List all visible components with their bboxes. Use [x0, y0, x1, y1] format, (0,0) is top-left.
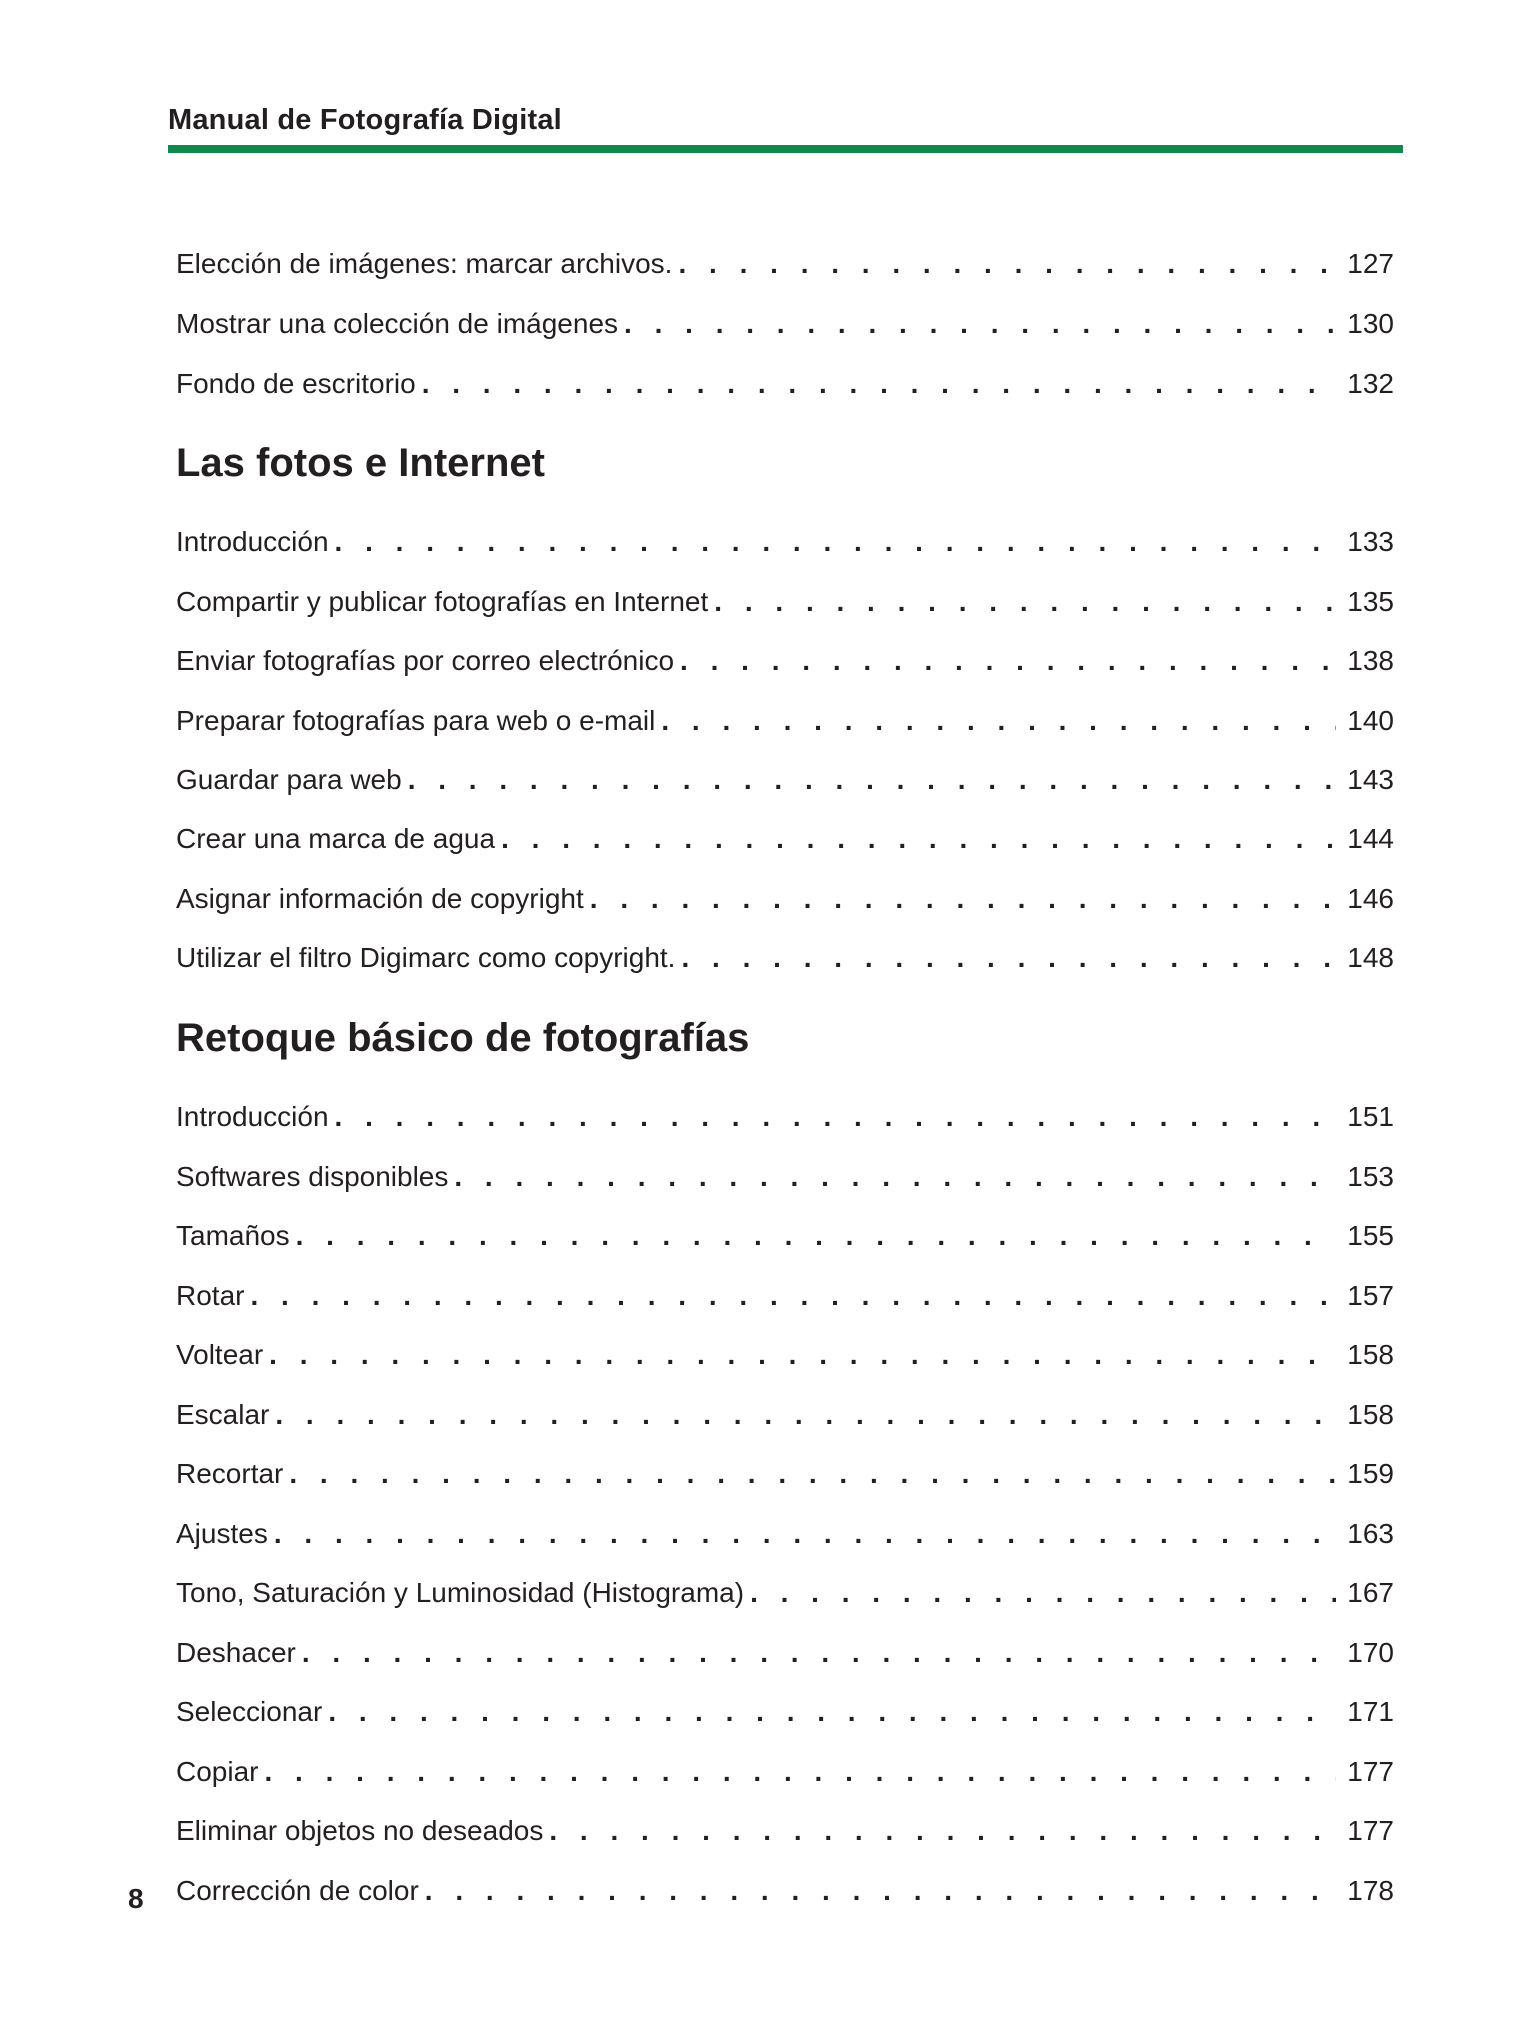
toc-entry-title: Mostrar una colección de imágenes [176, 308, 619, 339]
toc-entry [176, 1452, 1394, 1496]
toc-entry-title: Fondo de escritorio [176, 368, 416, 399]
toc-entry-page: 135 [1347, 586, 1394, 617]
toc-entry-page: 159 [1347, 1458, 1394, 1489]
toc-entry-title: Copiar [176, 1756, 259, 1787]
dot-leader [750, 1571, 1336, 1615]
toc-entry [176, 1631, 1394, 1675]
toc-entry [176, 758, 1394, 802]
dot-leader [269, 1333, 1336, 1377]
toc-entry-page: 148 [1347, 942, 1394, 973]
dot-leader [335, 520, 1336, 564]
toc-entry [176, 1809, 1394, 1853]
section-heading: Retoque básico de fotografías [176, 1016, 750, 1060]
toc-entry-page: 158 [1347, 1399, 1394, 1430]
toc-entry-page: 151 [1347, 1101, 1394, 1132]
toc-entry [176, 639, 1394, 683]
dot-leader [275, 1393, 1336, 1437]
toc-entry-title: Compartir y publicar fotografías en Internet [176, 586, 709, 617]
toc-entry [176, 1571, 1394, 1615]
toc-entry-page: 132 [1347, 368, 1394, 399]
toc-entry-title: Utilizar el filtro Digimarc como copyright. [176, 942, 676, 973]
toc-entry-page: 127 [1347, 248, 1394, 279]
dot-leader [328, 1690, 1336, 1734]
section-heading: Las fotos e Internet [176, 441, 545, 485]
toc-entry-title: Escalar [176, 1399, 270, 1430]
toc-entry-page: 130 [1347, 308, 1394, 339]
toc-entry [176, 936, 1394, 980]
toc-entry [176, 1393, 1394, 1437]
toc-entry-title: Tamaños [176, 1220, 290, 1251]
toc-entry-title: Softwares disponibles [176, 1161, 449, 1192]
toc-entry [176, 1512, 1394, 1556]
toc-entry-page: 146 [1347, 883, 1394, 914]
toc-entry [176, 580, 1394, 624]
toc-entry-page: 178 [1347, 1875, 1394, 1906]
toc-entry [176, 302, 1394, 346]
toc-entry-page: 133 [1347, 526, 1394, 557]
toc-entry-title: Voltear [176, 1339, 264, 1370]
toc-entry-title: Eliminar objetos no deseados [176, 1815, 544, 1846]
toc-entry-title: Rotar [176, 1280, 245, 1311]
dot-leader [335, 1095, 1336, 1139]
toc-entry [176, 520, 1394, 564]
toc-entry-title: Asignar información de copyright [176, 883, 584, 914]
dot-leader [264, 1750, 1336, 1794]
toc-entry-page: 177 [1347, 1756, 1394, 1787]
toc-entry [176, 362, 1394, 406]
toc-entry [176, 817, 1394, 861]
toc-entry [176, 1214, 1394, 1258]
toc-entry-page: 157 [1347, 1280, 1394, 1311]
toc-entry [176, 1155, 1394, 1199]
page-number: 8 [128, 1883, 144, 1914]
dot-leader [250, 1274, 1336, 1318]
toc-entry [176, 1274, 1394, 1318]
dot-leader [590, 877, 1336, 921]
toc-entry-title: Elección de imágenes: marcar archivos. [176, 248, 673, 279]
toc-entry [176, 877, 1394, 921]
dot-leader [274, 1512, 1336, 1556]
toc-entry-page: 167 [1347, 1577, 1394, 1608]
toc-entry-title: Guardar para web [176, 764, 402, 795]
toc-entry-page: 138 [1347, 645, 1394, 676]
toc-entry-page: 163 [1347, 1518, 1394, 1549]
dot-leader [714, 580, 1336, 624]
toc-entry-page: 153 [1347, 1161, 1394, 1192]
toc-entry-page: 143 [1347, 764, 1394, 795]
toc-entry-title: Enviar fotografías por correo electrónico [176, 645, 675, 676]
toc-entry-title: Ajustes [176, 1518, 268, 1549]
toc-entry-page: 171 [1347, 1696, 1394, 1727]
dot-leader [624, 302, 1336, 346]
dot-leader [681, 936, 1336, 980]
dot-leader [422, 362, 1336, 406]
toc-entry-page: 158 [1347, 1339, 1394, 1370]
toc-entry [176, 1095, 1394, 1139]
dot-leader [661, 699, 1336, 743]
dot-leader [302, 1631, 1336, 1675]
toc-entry [176, 242, 1394, 286]
dot-leader [501, 817, 1336, 861]
toc-entry-title: Tono, Saturación y Luminosidad (Histograma) [176, 1577, 745, 1608]
dot-leader [425, 1869, 1336, 1913]
toc-entry-page: 177 [1347, 1815, 1394, 1846]
dot-leader [549, 1809, 1336, 1853]
toc-entry [176, 1333, 1394, 1377]
toc-entry-title: Seleccionar [176, 1696, 323, 1727]
running-header-title: Manual de Fotografía Digital [168, 104, 562, 136]
toc-entry [176, 699, 1394, 743]
toc-entry [176, 1869, 1394, 1913]
toc-entry-title: Crear una marca de agua [176, 823, 496, 854]
dot-leader [296, 1214, 1336, 1258]
toc-entry-title: Preparar fotografías para web o e-mail [176, 705, 656, 736]
toc-entry-page: 140 [1347, 705, 1394, 736]
toc-entry-title: Deshacer [176, 1637, 296, 1668]
toc-entry [176, 1750, 1394, 1794]
toc-entry-title: Introducción [176, 526, 329, 557]
dot-leader [678, 242, 1336, 286]
toc-entry-page: 170 [1347, 1637, 1394, 1668]
toc-entry-page: 144 [1347, 823, 1394, 854]
dot-leader [454, 1155, 1336, 1199]
toc-entry-page: 155 [1347, 1220, 1394, 1251]
dot-leader [680, 639, 1336, 683]
dot-leader [289, 1452, 1336, 1496]
toc-entry-title: Recortar [176, 1458, 284, 1489]
toc-entry-title: Introducción [176, 1101, 329, 1132]
header-rule [168, 145, 1403, 153]
toc-entry-title: Corrección de color [176, 1875, 419, 1906]
toc-entry [176, 1690, 1394, 1734]
dot-leader [408, 758, 1336, 802]
